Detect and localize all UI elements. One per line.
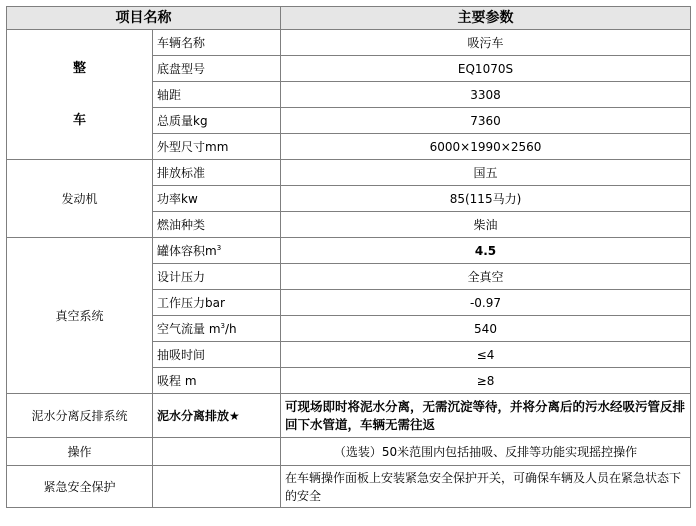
group-vacuum: 真空系统: [7, 238, 153, 394]
table-row: [7, 394, 691, 438]
param-air-flow-suffix: /h: [224, 321, 237, 336]
value-gross-mass: 7360: [281, 108, 691, 134]
param-fuel: 燃油种类: [153, 212, 281, 238]
param-dimensions: 外型尺寸mm: [153, 134, 281, 160]
param-chassis: 底盘型号: [153, 56, 281, 82]
group-vehicle-char2: 车: [72, 112, 86, 128]
table-row: [7, 466, 691, 508]
header-main-params: 主要参数: [281, 7, 691, 30]
table-row: [7, 160, 691, 186]
group-vehicle-char1: 整: [72, 60, 86, 76]
value-dimensions: 6000×1990×2560: [281, 134, 691, 160]
param-tank-volume-label: 罐体容积m: [157, 243, 217, 258]
param-operation-empty: [153, 438, 281, 466]
group-vehicle: [7, 30, 153, 160]
value-work-pressure: -0.97: [281, 290, 691, 316]
group-engine: 发动机: [7, 160, 153, 238]
group-emergency: 紧急安全保护: [7, 466, 153, 508]
table-row: [7, 30, 691, 56]
param-wheelbase: 轴距: [153, 82, 281, 108]
param-power: 功率kw: [153, 186, 281, 212]
value-wheelbase: 3308: [281, 82, 691, 108]
table-header-row: [7, 7, 691, 30]
table-row: [7, 438, 691, 466]
value-chassis: EQ1070S: [281, 56, 691, 82]
value-vehicle-name: 吸污车: [281, 30, 691, 56]
param-suction-time: 抽吸时间: [153, 342, 281, 368]
param-emission: 排放标准: [153, 160, 281, 186]
param-work-pressure: 工作压力bar: [153, 290, 281, 316]
param-tank-volume: [153, 238, 281, 264]
param-air-flow: [153, 316, 281, 342]
value-emission: 国五: [281, 160, 691, 186]
value-air-flow: 540: [281, 316, 691, 342]
value-separation: 可现场即时将泥水分离，无需沉淀等待，并将分离后的污水经吸污管反排回下水管道，车辆无需往返: [281, 394, 691, 438]
value-emergency: 在车辆操作面板上安装紧急安全保护开关，可确保车辆及人员在紧急状态下的安全: [281, 466, 691, 508]
param-air-flow-label: 空气流量 m: [157, 321, 221, 336]
param-tank-volume-sup: 3: [216, 243, 222, 252]
value-tank-volume: 4.5: [281, 238, 691, 264]
param-suction-range: 吸程 m: [153, 368, 281, 394]
group-operation: 操作: [7, 438, 153, 466]
param-air-flow-sup: 3: [220, 321, 225, 330]
param-separation: 泥水分离排放★: [153, 394, 281, 438]
param-emergency-empty: [153, 466, 281, 508]
value-operation: （选装）50米范围内包括抽吸、反排等功能实现摇控操作: [281, 438, 691, 466]
value-design-pressure: 全真空: [281, 264, 691, 290]
param-gross-mass: 总质量kg: [153, 108, 281, 134]
param-vehicle-name: 车辆名称: [153, 30, 281, 56]
param-design-pressure: 设计压力: [153, 264, 281, 290]
value-fuel: 柴油: [281, 212, 691, 238]
value-suction-time: ≤4: [281, 342, 691, 368]
group-separation: 泥水分离反排系统: [7, 394, 153, 438]
table-row: [7, 238, 691, 264]
value-suction-range: ≥8: [281, 368, 691, 394]
value-power: 85(115马力): [281, 186, 691, 212]
spec-table: [6, 6, 691, 508]
header-item-name: 项目名称: [7, 7, 281, 30]
